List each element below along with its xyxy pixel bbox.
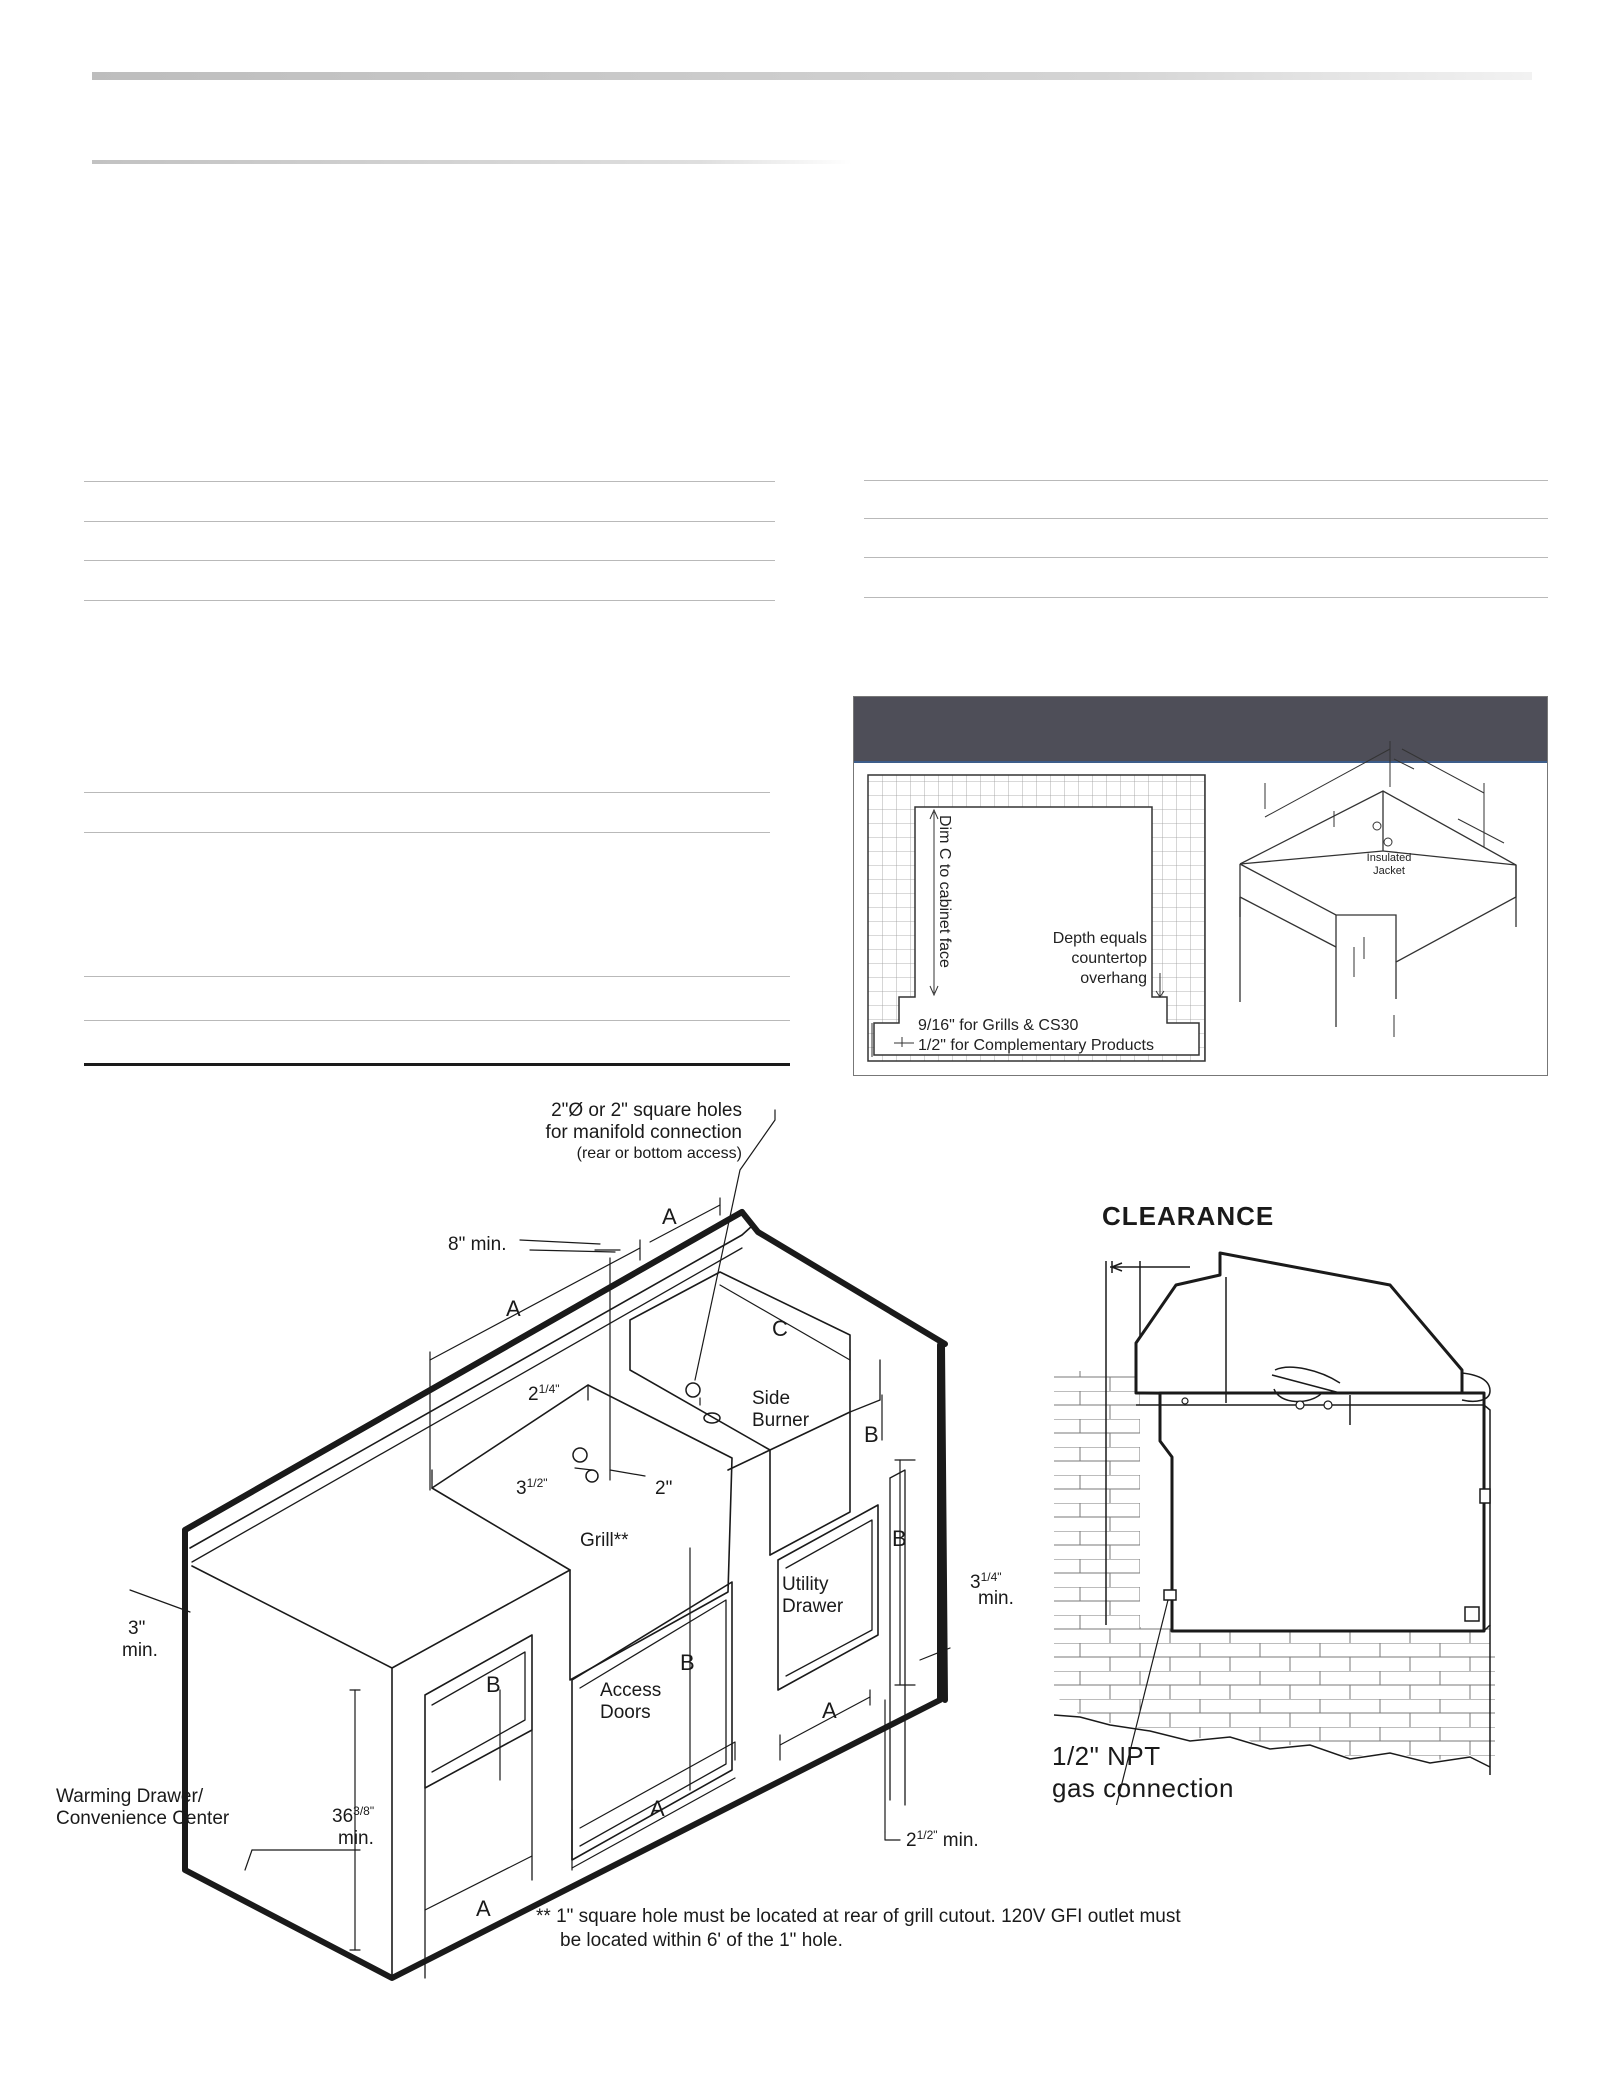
manifold-holes-label: 2"Ø or 2" square holes [551, 1100, 742, 1121]
insulated-label: Jacket [1373, 865, 1405, 877]
table-rule [84, 521, 775, 522]
min-clearance-label: $3^{1/4"}$ [970, 1570, 1002, 1593]
min-clearance-label: 3" [128, 1618, 146, 1639]
dim-a-label: A [822, 1698, 837, 1723]
footnote: be located within 6' of the 1" hole. [560, 1930, 843, 1951]
utility-drawer-label: Utility [782, 1574, 829, 1595]
side-burner-label: Side [752, 1388, 791, 1409]
min-clearance-label: min. [978, 1588, 1014, 1609]
dim-quarter-label: $2^{1/4"}$ [528, 1382, 560, 1405]
min-clearance-label: $2^{1/2"}$ min. [906, 1828, 979, 1851]
complementary-note: 1/2" for Complementary Products [918, 1037, 1154, 1054]
table-rule [84, 560, 775, 561]
gas-connection-label: gas connection [1052, 1773, 1234, 1803]
cutout-detail-panel [853, 696, 1548, 1076]
dim-b-label: B [680, 1650, 695, 1675]
table-bottom-rule [84, 1063, 790, 1066]
depth-label: overhang [1080, 970, 1147, 987]
min-clearance-label: 8" min. [448, 1234, 507, 1255]
table-rule [864, 518, 1548, 519]
table-rule [864, 480, 1548, 481]
clearance-title: CLEARANCE [1102, 1201, 1275, 1231]
table-rule [864, 597, 1548, 598]
clearance-drawing [1050, 1195, 1550, 1805]
manifold-holes-label: (rear or bottom access) [576, 1145, 742, 1162]
header-bar [92, 72, 1532, 80]
min-clearance-label: min. [122, 1640, 158, 1661]
table-rule [84, 832, 770, 833]
footnote: ** 1" square hole must be located at rear of grill cutout. 120V GFI outlet must [536, 1906, 1181, 1927]
dim-b-label: B [892, 1526, 907, 1551]
gas-connection-label [1052, 1740, 1234, 1804]
table-rule [84, 600, 775, 601]
table-rule [84, 481, 775, 482]
dim-b-label: B [864, 1422, 879, 1447]
grills-note: 9/16" for Grills & CS30 [918, 1017, 1079, 1034]
access-doors-label: Doors [600, 1702, 651, 1723]
manifold-holes-label: for manifold connection [545, 1122, 742, 1143]
access-doors-label: Access [600, 1680, 662, 1701]
utility-drawer-label: Drawer [782, 1596, 844, 1617]
dim-a-label: A [662, 1204, 677, 1229]
dim-a-label: A [476, 1896, 491, 1921]
dim-half-label: $3^{1/2"}$ [516, 1476, 548, 1499]
table-rule [84, 1020, 790, 1021]
height-label: min. [338, 1828, 374, 1849]
header-subbar [92, 160, 852, 164]
cutout-detail-drawing [854, 697, 1547, 1075]
depth-label: Depth equals [1052, 930, 1147, 947]
table-rule [84, 792, 770, 793]
grill-label: Grill** [580, 1530, 629, 1551]
depth-label: countertop [1071, 950, 1147, 967]
dim-c-label: C [772, 1316, 788, 1341]
side-burner-label: Burner [752, 1410, 810, 1431]
dim-two-label: 2" [655, 1478, 673, 1499]
warming-drawer-label: Convenience Center [56, 1808, 230, 1829]
warming-drawer-label: Warming Drawer/ [56, 1786, 204, 1807]
table-rule [84, 976, 790, 977]
insulated-label: Insulated [1366, 852, 1412, 864]
dim-a-label: A [506, 1296, 521, 1321]
dim-b-label: B [486, 1672, 501, 1697]
height-label: $36^{3/8"}$ [332, 1804, 375, 1827]
dim-a-label: A [650, 1796, 665, 1821]
dim-c-label: Dim C to cabinet face [936, 815, 953, 968]
table-rule [864, 557, 1548, 558]
gas-connection-label: 1/2" NPT [1052, 1741, 1161, 1771]
